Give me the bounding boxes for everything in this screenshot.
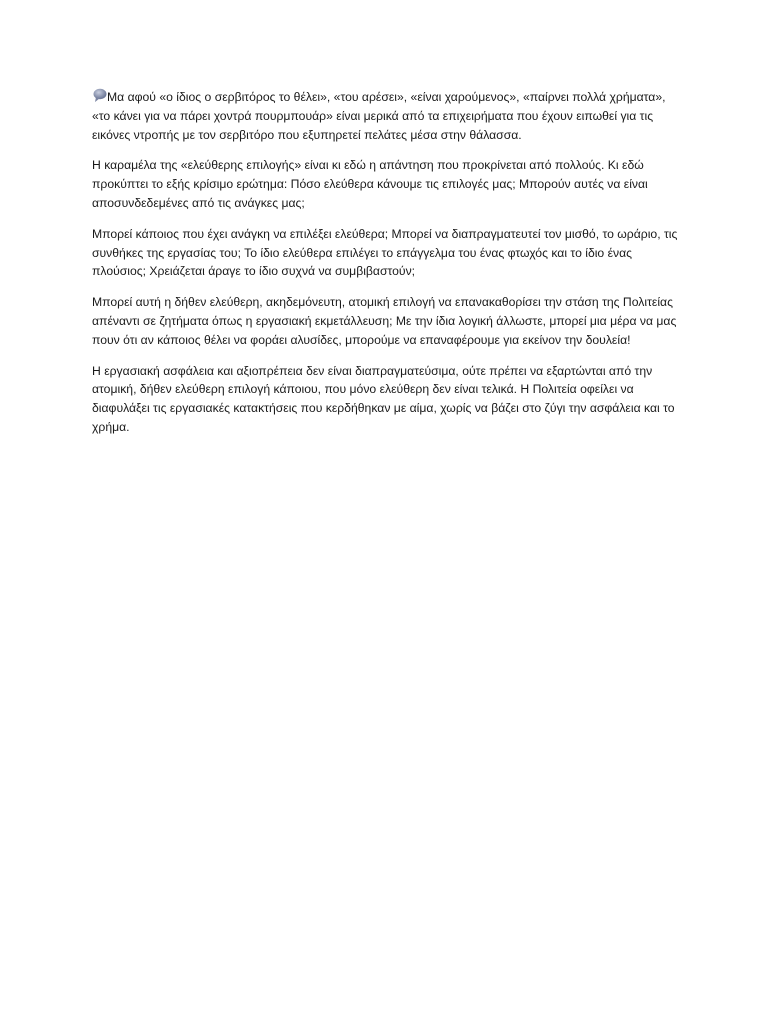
paragraph-2: Η καραμέλα της «ελεύθερης επιλογής» είναι κι εδώ η απάντηση που προκρίνεται από πολλούς. Κι εδώ προκύπτει το εξής κρίσιμο ερώτημα: Πόσο ελεύθερα κάνουμε τις επιλογές μας; Μπορούν αυτές να είναι αποσυνδεδεμένες από τις ανάγκες μας; xyxy=(92,158,648,210)
paragraph-4: Μπορεί αυτή η δήθεν ελεύθερη, ακηδεμόνευτη, ατομική επιλογή να επανακαθορίσει την στάση της Πολιτείας απέναντι σε ζητήματα όπως η εργασιακή εκμετάλλευση; Με την ίδια λογική άλλωστε, μπορεί μια μέρα να μας πουν ότι αν κάποιος θέλει να φοράει αλυσίδες, μπορούμε να επαναφέρουμε για εκείνον την δουλεία! xyxy=(92,295,677,347)
paragraph-1 xyxy=(92,88,682,144)
paragraph-3: Μπορεί κάποιος που έχει ανάγκη να επιλέξει ελεύθερα; Μπορεί να διαπραγματευτεί τον μισθό, το ωράριο, τις συνθήκες της εργασίας του; Το ίδιο ελεύθερα επιλέγει το επάγγελμα του ένας φτωχός και το ίδιο ένας πλούσιος; Χρειάζεται άραγε το ίδιο συχνά να συμβιβαστούν; xyxy=(92,226,678,279)
paragraph-1-text: Μα αφού «ο ίδιος ο σερβιτόρος το θέλει», «του αρέσει», «είναι χαρούμενος», «παίρνει πολλά χρήματα», «το κάνει για να πάρει χοντρά πουρμπουάρ» είναι μερικά από τα επιχειρήματα που έχουν ειπωθεί για τις εικόνες ντροπής με τον σερβιτόρο που εξυπηρετεί πελάτες μέσα στην θάλασσα. xyxy=(92,90,666,142)
paragraph-5: Η εργασιακή ασφάλεια και αξιοπρέπεια δεν είναι διαπραγματεύσιμα, ούτε πρέπει να εξαρτώνται από την ατομική, δήθεν ελεύθερη επιλογή κάποιου, που μόνο ελεύθερη δεν είναι τελικά. Η Πολιτεία οφείλει να διαφυλάξει τις εργασιακές κατακτήσεις που κερδήθηκαν με αίμα, χωρίς να βάζει στο ζύγι την ασφάλεια και το χρήμα. xyxy=(92,363,675,434)
document-body xyxy=(92,88,682,449)
comment-icon[interactable] xyxy=(92,89,106,103)
